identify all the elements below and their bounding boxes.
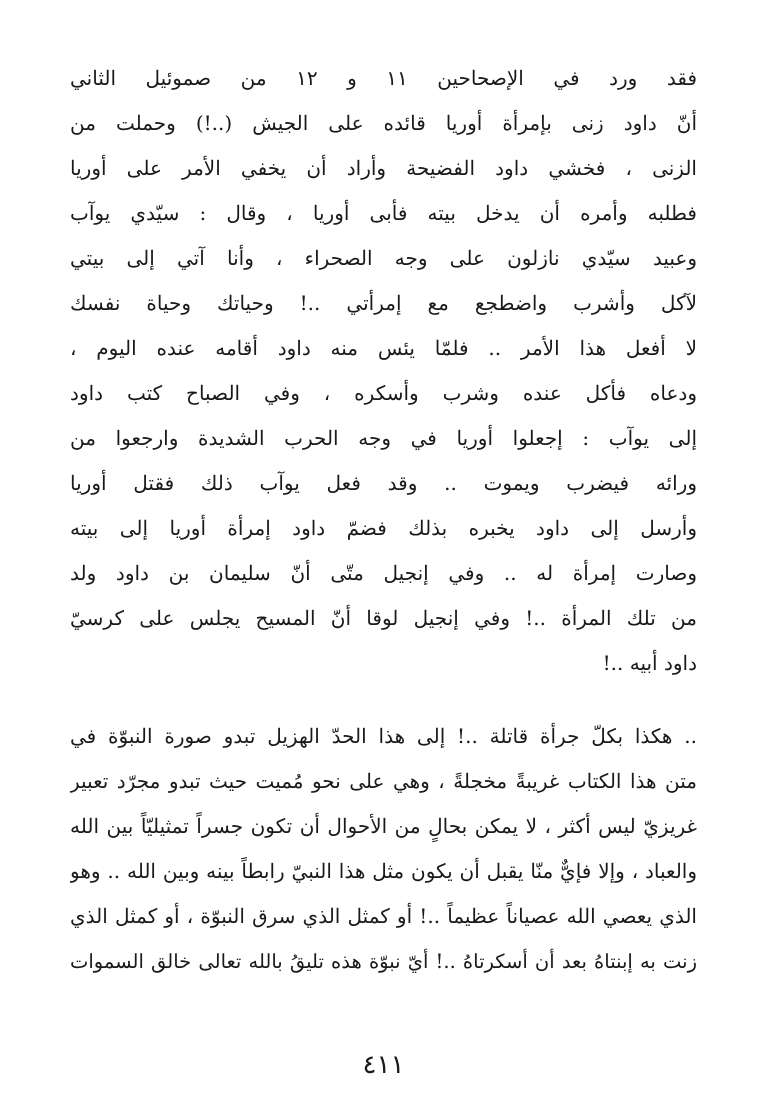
text-line: لآكل وأشرب واضطجع مع إمرأتي ..! وحياتك وحياة نفسك	[70, 291, 697, 315]
text-line: وصارت إمرأة له .. وفي إنجيل متّى أنّ سليمان بن داود ولد	[70, 561, 697, 585]
text-line: والعباد ، وإلا فإيٌّ منّا يقبل أن يكون مثل هذا النبيّ رابطاً بينه وبين الله .. وهو	[70, 859, 697, 883]
text-line: غريزيّ ليس أكثر ، لا يمكن بحالٍ من الأحوال أن تكون جسراً تمثيليّاً بين الله	[70, 814, 697, 838]
text-line: فقد ورد في الإصحاحين ١١ و ١٢ من صموئيل الثاني	[70, 66, 697, 90]
paragraph-2	[70, 714, 697, 984]
text-line: زنت به إبنتاهُ بعد أن أسكرتاهُ ..! أيّ نبوّة هذه تليقُ بالله تعالى خالق السموات	[70, 950, 697, 973]
text-line: .. هكذا بكلّ جرأة قاتلة ..! إلى هذا الحدّ الهزيل تبدو صورة النبوّة في	[70, 724, 697, 748]
text-line: وعبيد سيّدي نازلون على وجه الصحراء ، وأنا آتي إلى بيتي	[70, 246, 697, 270]
text-line: وأرسل إلى داود يخبره بذلك فضمّ داود إمرأة أوريا إلى بيته	[70, 516, 697, 540]
text-line: الذي يعصي الله عصياناً عظيماً ..! أو كمثل الذي سرق النبوّة ، أو كمثل الذي	[70, 904, 697, 928]
text-line: داود أبيه ..!	[602, 651, 697, 675]
text-line: من تلك المرأة ..! وفي إنجيل لوقا أنّ المسيح يجلس على كرسيّ	[70, 606, 697, 630]
page-number: ٤١١	[362, 1050, 405, 1080]
text-line: ورائه فيضرب ويموت .. وقد فعل يوآب ذلك فقتل أوريا	[70, 471, 697, 495]
text-line: إلى يوآب : إجعلوا أوريا في وجه الحرب الشديدة وارجعوا من	[70, 426, 697, 450]
text-line: أنّ داود زنى بإمرأة أوريا قائده على الجيش (..!) وحملت من	[70, 111, 697, 135]
paragraph-1	[70, 56, 697, 686]
text-line: ودعاه فأكل عنده وشرب وأسكره ، وفي الصباح كتب داود	[70, 381, 697, 405]
text-line: الزنى ، فخشي داود الفضيحة وأراد أن يخفي الأمر على أوريا	[70, 156, 697, 180]
text-line: متن هذا الكتاب غريبةً مخجلةً ، وهي على نحو مُميت حيث تبدو مجرّد تعبير	[70, 769, 697, 793]
text-line: فطلبه وأمره أن يدخل بيته فأبى أوريا ، وقال : سيّدي يوآب	[70, 201, 697, 225]
text-line: لا أفعل هذا الأمر .. فلمّا يئس منه داود أقامه عنده اليوم ،	[70, 336, 697, 360]
